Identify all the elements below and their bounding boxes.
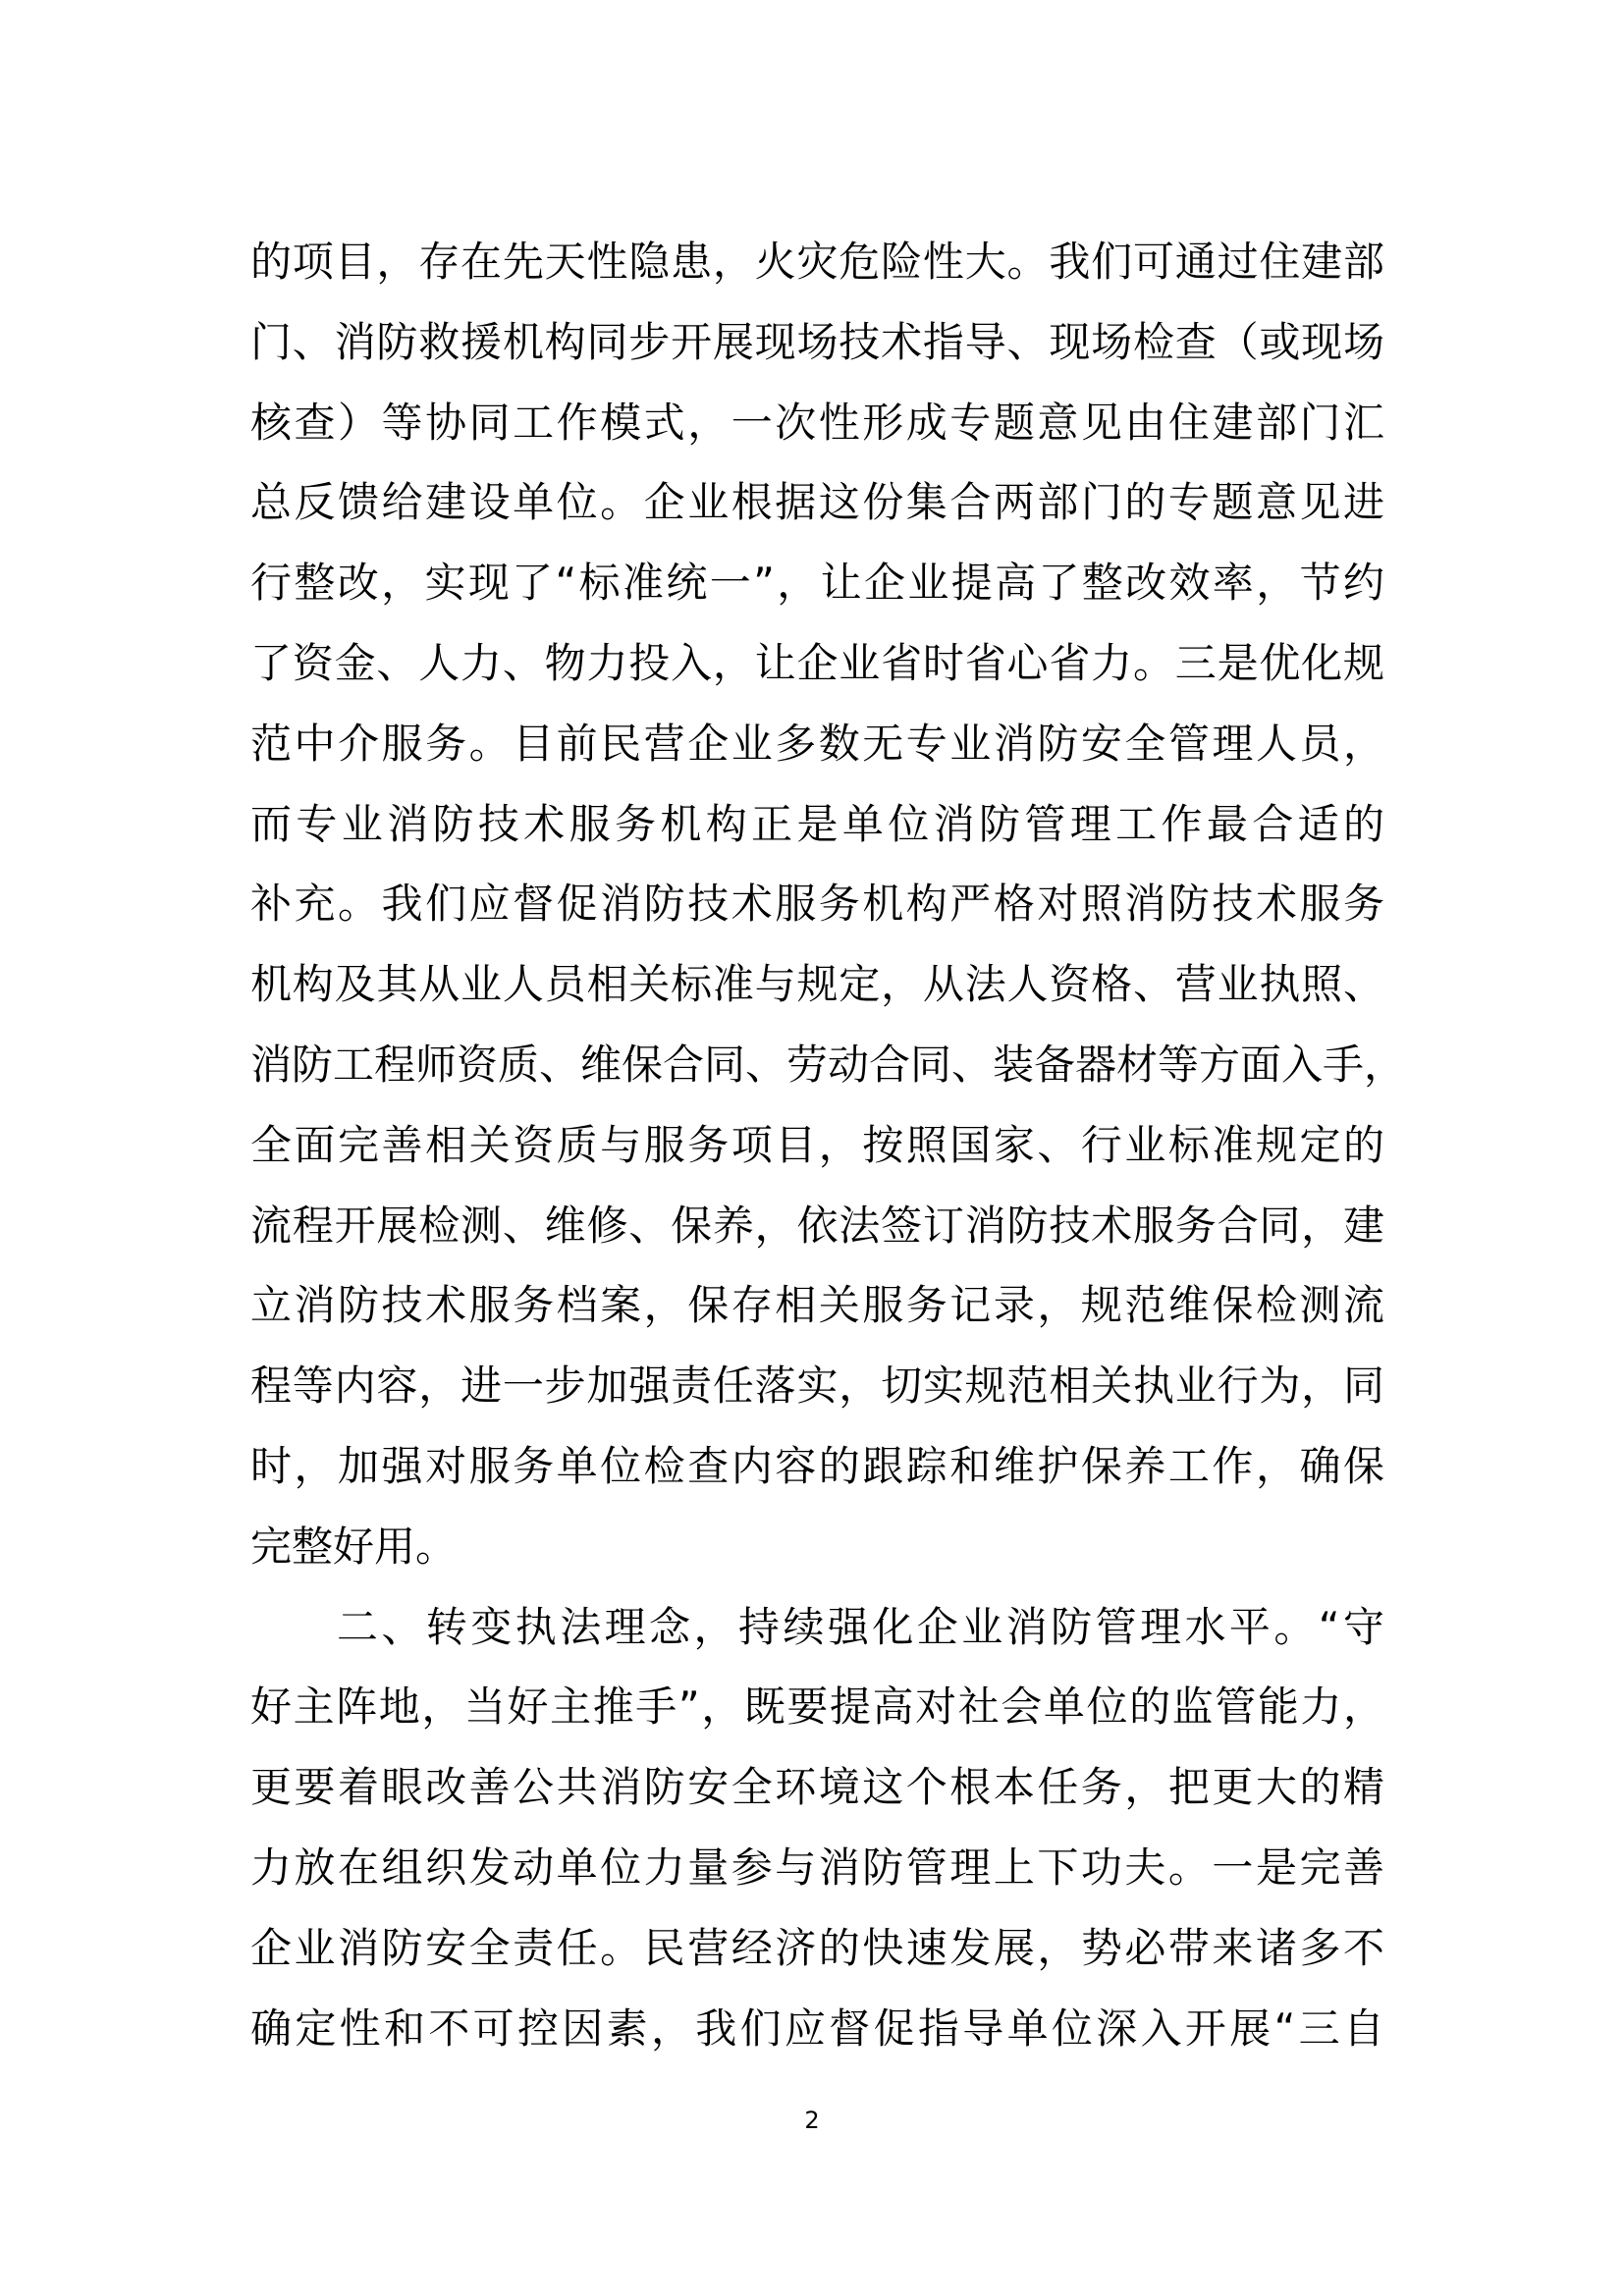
text-line: 门、消防救援机构同步开展现场技术指导、现场检查（或现场 [250, 317, 1384, 366]
text-line: 行整改，实现了“标准统一”，让企业提高了整改效率，节约 [250, 559, 1384, 608]
text-line: 而专业消防技术服务机构正是单位消防管理工作最合适的 [250, 799, 1384, 848]
paragraph-1 [250, 222, 1406, 1587]
text-line: 时，加强对服务单位检查内容的跟踪和维护保养工作，确保 [250, 1441, 1384, 1490]
text-line: 立消防技术服务档案，保存相关服务记录，规范维保检测流 [250, 1281, 1384, 1330]
text-line: 二、转变执法理念，持续强化企业消防管理水平。“守 [337, 1602, 1384, 1651]
text-line: 范中介服务。目前民营企业多数无专业消防安全管理人员， [250, 719, 1384, 768]
paragraph-2 [250, 1587, 1384, 2069]
text-line: 的项目，存在先天性隐患，火灾危险性大。我们可通过住建部 [250, 238, 1384, 286]
text-line: 完整好用。 [250, 1522, 458, 1571]
text-line: 企业消防安全责任。民营经济的快速发展，势必带来诸多不 [250, 1923, 1384, 1972]
text-line: 机构及其从业人员相关标准与规定，从法人资格、营业执照、 [250, 960, 1384, 1009]
text-line: 核查）等协同工作模式，一次性形成专题意见由住建部门汇 [250, 398, 1384, 447]
text-line: 全面完善相关资质与服务项目，按照国家、行业标准规定的 [250, 1120, 1384, 1169]
text-line: 好主阵地，当好主推手”，既要提高对社会单位的监管能力， [250, 1682, 1384, 1732]
text-line: 消防工程师资质、维保合同、劳动合同、装备器材等方面入手， [250, 1040, 1406, 1089]
text-line: 力放在组织发动单位力量参与消防管理上下功夫。一是完善 [250, 1842, 1384, 1892]
text-line: 程等内容，进一步加强责任落实，切实规范相关执业行为，同 [250, 1362, 1384, 1411]
page-number: 2 [804, 2107, 820, 2134]
text-line: 确定性和不可控因素，我们应督促指导单位深入开展“三自 [250, 2003, 1384, 2053]
text-line: 更要着眼改善公共消防安全环境这个根本任务，把更大的精 [250, 1763, 1384, 1812]
text-line: 补充。我们应督促消防技术服务机构严格对照消防技术服务 [250, 880, 1384, 929]
text-line: 总反馈给建设单位。企业根据这份集合两部门的专题意见进 [250, 478, 1384, 527]
body-text [250, 222, 1406, 2068]
text-line: 流程开展检测、维修、保养，依法签订消防技术服务合同，建 [250, 1201, 1384, 1250]
text-line: 了资金、人力、物力投入，让企业省时省心省力。三是优化规 [250, 638, 1384, 687]
